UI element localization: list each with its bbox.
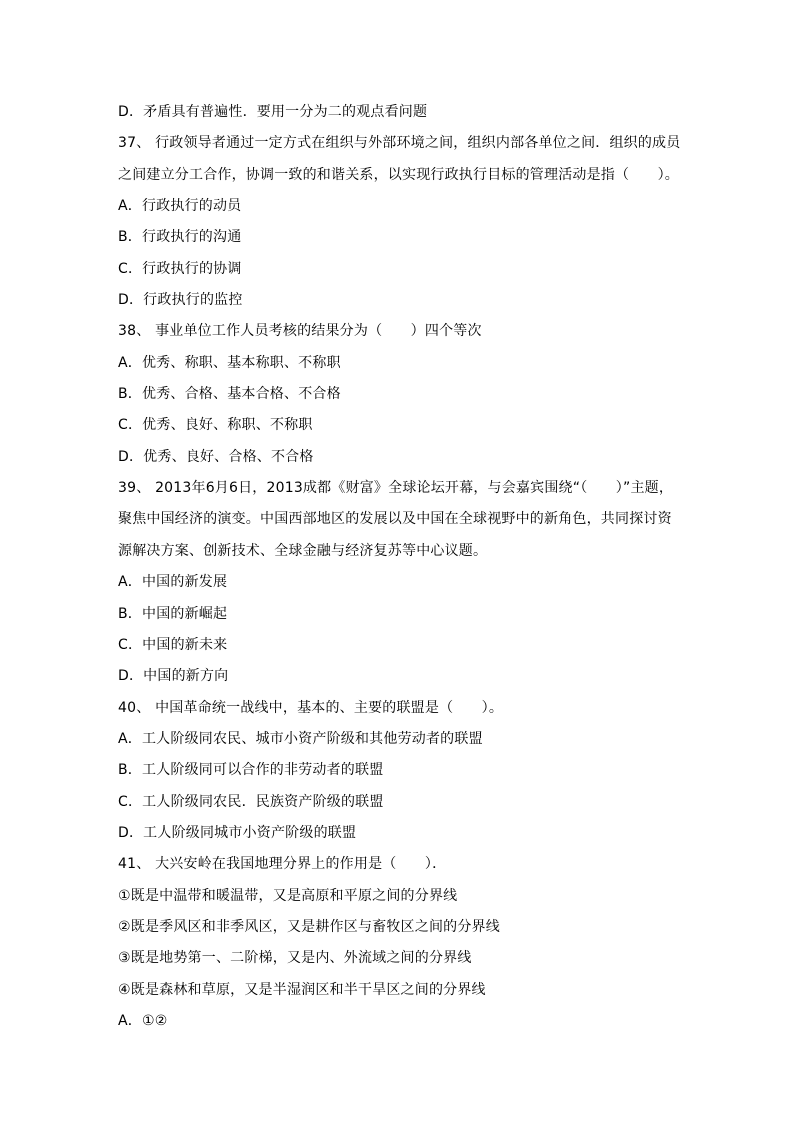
text-line: ②既是季风区和非季风区，又是耕作区与畜牧区之间的分界线 [118,918,500,935]
document-page [118,100,688,1040]
text-line: D．工人阶级同城市小资产阶级的联盟 [118,824,357,841]
text-line: ①既是中温带和暖温带，又是高原和平原之间的分界线 [118,887,458,904]
text-line: 38、 事业单位工作人员考核的结果分为（ ）四个等次 [118,323,482,340]
text-line: B．行政执行的沟通 [118,229,242,246]
text-line: A．中国的新发展 [118,574,228,591]
text-line: D．矛盾具有普遍性．要用一分为二的观点看问题 [118,104,428,120]
text-line: ③既是地势第一、二阶梯，又是内、外流域之间的分界线 [118,950,472,967]
text-line: C．工人阶级同农民．民族资产阶级的联盟 [118,793,384,810]
text-line: D．行政执行的监控 [118,292,243,309]
text-line: A．优秀、称职、基本称职、不称职 [118,354,341,371]
text-line: B．中国的新崛起 [118,605,228,622]
text-line: ④既是森林和草原，又是半湿润区和半干旱区之间的分界线 [118,981,486,998]
text-line: 40、 中国革命统一战线中，基本的、主要的联盟是（ ）。 [118,699,504,716]
text-line: 39、 2013年6月6日，2013成都《财富》全球论坛开幕，与会嘉宾围绕“（ ）”主题， [118,480,674,497]
text-line: A．工人阶级同农民、城市小资产阶级和其他劳动者的联盟 [118,730,483,747]
text-line: C．行政执行的协调 [118,260,242,277]
text-line: 源解决方案、创新技术、全球金融与经济复苏等中心议题。 [118,542,488,559]
text-line: C．优秀、良好、称职、不称职 [118,417,313,434]
text-line: B．工人阶级同可以合作的非劳动者的联盟 [118,762,384,779]
text-line: 37、 行政领导者通过一定方式在组织与外部环境之间，组织内部各单位之间．组织的成员 [118,135,681,152]
text-line: D．优秀、良好、合格、不合格 [118,448,314,465]
text-line: D．中国的新方向 [118,668,229,685]
text-line: C．中国的新未来 [118,636,228,653]
text-line: 41、 大兴安岭在我国地理分界上的作用是（ ）． [118,856,447,873]
text-line: A．行政执行的动员 [118,198,242,215]
text-line: A．①② [118,1012,168,1029]
text-line: 聚焦中国经济的演变。中国西部地区的发展以及中国在全球视野中的新角色，共同探讨资 [118,511,672,528]
text-line: B．优秀、合格、基本合格、不合格 [118,386,341,403]
text-line: 之间建立分工合作，协调一致的和谐关系，以实现行政执行目标的管理活动是指（ ）。 [118,166,679,183]
